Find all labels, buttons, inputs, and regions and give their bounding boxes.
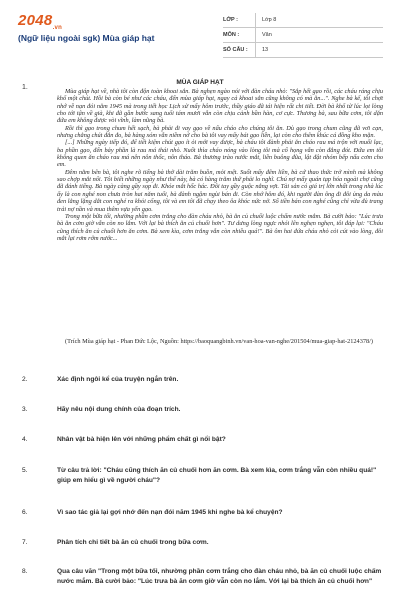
question-item (22, 508, 384, 518)
passage-paragraph: [...] Những ngày tiếp đó, để tiết kiệm chút gạo ít ỏi mới vay được, bà cháu tôi đành phải ăn cháo rau má trộn với muối lạc, ba phần gạo, đến bảy phần là rau má thái nhỏ. Nuốt thìa cháo nóng vào lòng tôi mà cổ họng vẫn còn đắng đót. Đứa em tôi không quen ăn cháo rau má nên nôn thốc, nôn tháo. Bà thương trào nước mắt, liền buông đũa, lật đật nhóm bếp nấu cơm cho em. (57, 139, 383, 169)
site-logo[interactable]: $2048_{.vn}$ (18, 12, 63, 31)
question-item (22, 435, 384, 445)
question-number: 4. (22, 436, 28, 443)
meta-value: 13 (255, 43, 383, 57)
meta-label: SỐ CÂU : (223, 47, 248, 53)
passage-source: (Trích Mùa giáp hạt - Phan Đức Lộc, Nguồn: https://baoquangbinh.vn/van-hoa-van-nghe/201504/mua-giap-hat-2124378/) (65, 338, 373, 345)
question-number: 1. (22, 84, 28, 91)
passage-paragraph: Đêm nằm bên bà, tôi nghe rõ tiếng bà thở dài trăm buồn, mỏi mệt. Suốt mấy đêm liền, bà cứ thao thức trở mình mà không sao chợp mắt nổi. Tôi biết những ngày như thế này, bà có hàng trăm thứ phải lo nghĩ. Chú nợ mấy quán tạp hóa ngoài chợ cũng đã đánh tiếng. Bà ngày càng gầy sọp đi. Khóe mắt hốc hác. Đôi tay gầy guộc nắng vợt. Tài sản có giá trị lớn nhất trong nhà lúc ấy là con nghé non chưa tròn hai năm tuổi, bà đành ngậm ngùi bán đi. Còn nhớ hôm đó, khi người đàn ông đi đôi ủng da màu đen lẳng lặng dắt con nghé ra khỏi cổng, tôi và em tôi đã chạy theo ôa khóc nức nở. Số tiền bán con nghé cũng chỉ vừa đủ trang trải nợ nần và mua thêm vựa yến gạo. (57, 168, 383, 213)
passage-title: MÙA GIÁP HẠT (176, 79, 224, 86)
lesson-meta-table (223, 13, 383, 58)
question-number: 8. (22, 568, 28, 575)
meta-value: Lớp 8 (255, 13, 383, 27)
question-text: Qua câu văn "Trong một bữa tối, nhường phần cơm trắng cho đàn cháu nhỏ, bà ăn củ chuối luộc chấm nước mắm. Bà cười bảo: "Lúc trưa bà ăn cơm giờ vẫn còn no lắm. Với lại bà thích ăn củ chuối hơn" (57, 568, 382, 585)
question-text: Hãy nêu nội dung chính của đoạn trích. (57, 406, 181, 413)
question-text: Nhân vật bà hiện lên với những phẩm chất gì nổi bật? (57, 436, 226, 443)
question-text: Xác định ngôi kể của truyện ngắn trên. (57, 376, 179, 383)
question-item (22, 466, 384, 486)
question-number: 2. (22, 376, 28, 383)
meta-value: Văn (255, 28, 383, 42)
lesson-title: (Ngữ liệu ngoài sgk) Mùa giáp hạt (18, 33, 155, 43)
meta-row-class (223, 13, 383, 28)
question-number: 5. (22, 467, 28, 474)
question-item (22, 375, 384, 385)
passage-paragraph: Mùa giáp hạt về, nhà tôi còn độn toàn khoai sắn. Bà nghẹn ngào nói với đàn cháu nhỏ: "Sắp hết gạo rồi, các cháu ráng chịu khổ một chút. Hồi bà còn bé như các cháu, đến mùa giáp hạt, ngay cả khoai sắn cũng không có mà ăn...". Nghe bà kể, tôi chợt nhớ về nạn đói năm 1945 mà trong tiết học Lịch sử mấy hôm trước, thầy giáo đã tái hiện rất chi tiết. Đời bà khổ từ lúc lọt lòng cho tới tận về già, khi đã gần bước sang tuổi tám mươi vẫn còn chịu cảnh bần hàn, cơ cực. Thương bà, sau bữa cơm, tôi dặn đứa em không được vòi vĩnh, làm nũng bà. (57, 88, 383, 125)
question-number: 7. (22, 539, 28, 546)
passage-paragraph: Trong một bữa tối, nhường phần cơm trắng cho đàn cháu nhỏ, bà ăn củ chuối luộc chấm nước mắm. Bà cười bảo: "Lúc trưa bà ăn cơm giờ vẫn còn no lắm. Với lại bà thích ăn củ chuối hơn". Tư dưng lòng ngực nhói lên nghẹn nghẹn, tôi đáp lại: "Cháu cũng thích ăn củ chuối hơn ăn cơm. Bà xem kìa, cơm trắng vẫn còn nhiều quá!". Bà ôm hai đứa cháu nhỏ cỏi cút vào lòng, đôi mắt lại rơm rớm nước... (57, 212, 383, 242)
question-item (22, 405, 384, 415)
question-text: Từ câu trả lời: "Cháu cũng thích ăn củ chuối hơn ăn cơm. Bà xem kìa, cơm trắng vẫn còn nhiều quá!" giúp em hiểu gì về người cháu"? (57, 467, 377, 484)
reading-passage (57, 88, 383, 242)
question-item (22, 538, 384, 548)
passage-paragraph: Rồi thì gạo trong chum hết sạch, bà phải đi vay gạo về nấu cháo cho chúng tôi ăn. Dù gạo trong chum cũng đã vơi cạn, nhưng chẳng chút đắn đo, bà hàng xóm vẫn niềm nở cho bà tôi vay mấy bát gạo liền, lại còn cho thêm khúc cá đồng kho mặn. (57, 124, 383, 140)
meta-label: LỚP : (223, 17, 238, 23)
question-number: 3. (22, 406, 28, 413)
question-item (22, 567, 384, 587)
meta-label: MÔN : (223, 32, 240, 38)
meta-row-subject (223, 28, 383, 43)
meta-row-question-count (223, 43, 383, 58)
question-text: Phân tích chi tiết bà ăn củ chuối trong bữa cơm. (57, 539, 209, 546)
question-text: Vì sao tác giả lại gợi nhớ đến nạn đói năm 1945 khi nghe bà kể chuyện? (57, 509, 283, 516)
question-number: 6. (22, 509, 28, 516)
page-header (0, 0, 400, 60)
